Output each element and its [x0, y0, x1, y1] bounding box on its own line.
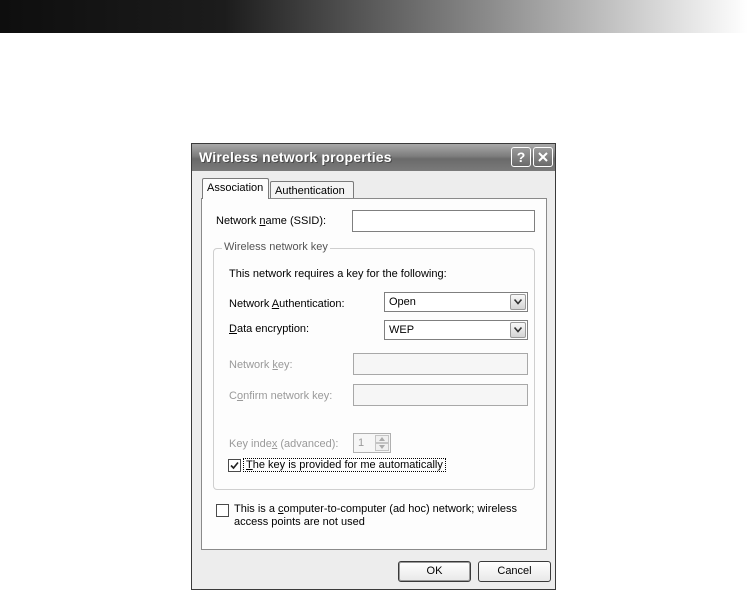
adhoc-label[interactable]: This is a computer-to-computer (ad hoc) network; wireless access points are not used: [234, 503, 518, 528]
network-key-label: Network key:: [229, 359, 293, 371]
auth-dropdown[interactable]: [384, 292, 528, 312]
key-intro-text: This network requires a key for the following:: [229, 268, 447, 280]
network-key-input[interactable]: [353, 353, 528, 375]
key-index-stepper[interactable]: [353, 433, 391, 453]
key-index-value: 1: [358, 437, 365, 449]
ok-button[interactable]: OK: [398, 561, 471, 582]
title-bar[interactable]: [192, 144, 555, 171]
tab-association[interactable]: Association: [202, 178, 269, 199]
window-title: Wireless network properties: [199, 149, 392, 165]
association-panel: [201, 198, 547, 550]
close-icon: [537, 151, 549, 163]
confirm-key-label: Confirm network key:: [229, 390, 333, 402]
stepper-buttons[interactable]: [375, 435, 389, 451]
encryption-label: Data encryption:: [229, 323, 310, 335]
wireless-key-group: [213, 241, 535, 490]
encryption-value: WEP: [389, 324, 415, 336]
cancel-button[interactable]: Cancel: [478, 561, 551, 582]
encryption-dropdown[interactable]: [384, 320, 528, 340]
auth-label: Network Authentication:: [229, 298, 345, 310]
chevron-up-icon: [379, 437, 385, 441]
stepper-up[interactable]: [375, 435, 389, 443]
group-title: Wireless network key: [224, 241, 328, 253]
ssid-label: Network name (SSID):: [216, 215, 327, 227]
top-gradient-bar: [0, 0, 748, 33]
wireless-properties-dialog: [191, 143, 556, 590]
checkmark-icon: [230, 461, 239, 470]
auth-dropdown-arrow[interactable]: [510, 294, 526, 310]
ssid-input[interactable]: [352, 210, 535, 232]
auto-key-label[interactable]: The key is provided for me automatically: [243, 458, 446, 472]
chevron-down-icon: [514, 299, 522, 305]
chevron-down-icon: [379, 445, 385, 449]
help-button[interactable]: [511, 147, 531, 167]
encryption-dropdown-arrow[interactable]: [510, 322, 526, 338]
chevron-down-icon: [514, 327, 522, 333]
key-index-label: Key index (advanced):: [229, 438, 339, 450]
stepper-down[interactable]: [375, 443, 389, 451]
tab-authentication[interactable]: Authentication: [270, 181, 354, 199]
adhoc-checkbox[interactable]: [216, 504, 229, 517]
close-button[interactable]: [533, 147, 553, 167]
help-icon: ?: [516, 149, 526, 165]
confirm-key-input[interactable]: [353, 384, 528, 406]
auto-key-checkbox[interactable]: [228, 459, 241, 472]
auth-value: Open: [389, 296, 416, 308]
